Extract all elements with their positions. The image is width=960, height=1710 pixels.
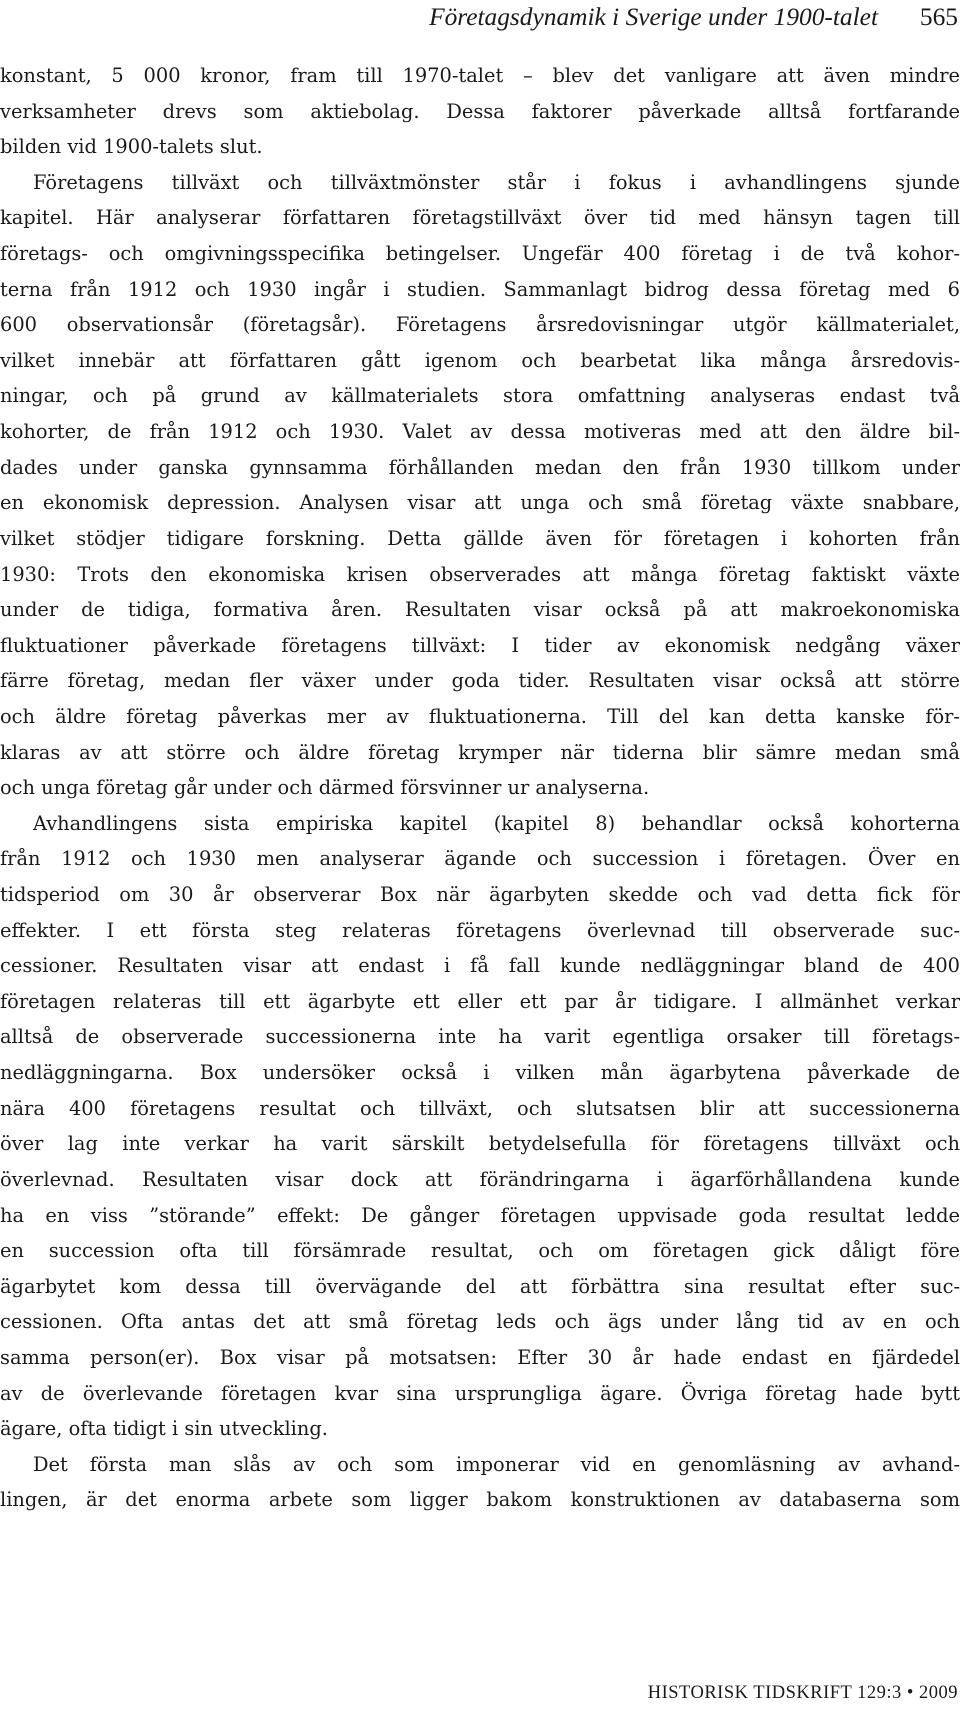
text-line: klaras av att större och äldre företag krymper när tiderna blir sämre medan små — [0, 740, 960, 764]
text-line: konstant, 5 000 kronor, fram till 1970-talet – blev det vanligare att även mindre — [0, 64, 960, 87]
text-line: och unga företag går under och därmed försvinner ur analyserna. — [0, 776, 650, 800]
text-line: fluktuationer påverkade företagens tillväxt: I tider av ekonomisk nedgång växer — [0, 633, 960, 657]
text-line: ägare, ofta tidigt i sin utveckling. — [0, 1417, 328, 1441]
text-line: cessioner. Resultaten visar att endast i få fall kunde nedläggningar bland de 400 — [0, 954, 960, 978]
text-line: vilket stödjer tidigare forskning. Detta gällde även för företagen i kohorten från — [0, 526, 960, 550]
text-line: Företagens tillväxt och tillväxtmönster står i fokus i avhandlingens sjunde — [33, 170, 960, 194]
text-line: nära 400 företagens resultat och tillväxt, och slutsatsen blir att successionerna — [0, 1096, 960, 1120]
text-line: tidsperiod om 30 år observerar Box när ägarbyten skedde och vad detta fick för — [0, 883, 960, 907]
text-line: effekter. I ett första steg relateras företagens överlevnad till observerade suc- — [0, 918, 960, 942]
text-line: Avhandlingens sista empiriska kapitel (kapitel 8) behandlar också kohorterna — [33, 811, 960, 835]
text-line: 1930: Trots den ekonomiska krisen observerades att många företag faktiskt växte — [0, 562, 960, 586]
text-line: 600 observationsår (företagsår). Företagens årsredovisningar utgör källmaterialet, — [0, 313, 960, 337]
text-line: bilden vid 1900-talets slut. — [0, 135, 263, 159]
text-line: företagen relateras till ett ägarbyte ett eller ett par år tidigare. I allmänhet verkar — [0, 989, 960, 1013]
text-line: verksamheter drevs som aktiebolag. Dessa faktorer påverkade alltså fortfarande — [0, 99, 960, 123]
text-line: över lag inte verkar ha varit särskilt betydelsefulla för företagens tillväxt och — [0, 1132, 960, 1156]
text-line: ägarbytet kom dessa till övervägande del att förbättra sina resultat efter suc- — [0, 1274, 960, 1298]
text-line: av de överlevande företagen kvar sina ursprungliga ägare. Övriga företag hade bytt — [0, 1381, 960, 1405]
text-line: och äldre företag påverkas mer av fluktuationerna. Till del kan detta kanske för- — [0, 704, 960, 728]
journal-footer: HISTORISK TIDSKRIFT 129:3 • 2009 — [647, 1683, 958, 1703]
text-line: från 1912 och 1930 men analyserar ägande och succession i företagen. Över en — [0, 847, 960, 871]
text-line: vilket innebär att författaren gått igenom och bearbetat lika många årsredovis- — [0, 348, 960, 372]
page-number: 565 — [919, 3, 958, 31]
text-line: dades under ganska gynnsamma förhållanden medan den från 1930 tillkom under — [0, 455, 960, 479]
text-line: en succession ofta till försämrade resultat, och om företagen gick dåligt före — [0, 1239, 960, 1263]
text-line: färre företag, medan fler växer under goda tider. Resultaten visar också att större — [0, 669, 960, 693]
text-line: Det första man slås av och som imponerar vid en genomläsning av avhand- — [33, 1452, 960, 1476]
text-line: nedläggningarna. Box undersöker också i vilken mån ägarbytena påverkade de — [0, 1061, 960, 1085]
text-line: företags- och omgivningsspecifika betingelser. Ungefär 400 företag i de två kohor- — [0, 242, 960, 266]
text-line: en ekonomisk depression. Analysen visar att unga och små företag växte snabbare, — [0, 491, 960, 515]
text-line: överlevnad. Resultaten visar dock att förändringarna i ägarförhållandena kunde — [0, 1167, 960, 1191]
text-line: under de tidiga, formativa åren. Resultaten visar också på att makroekonomiska — [0, 598, 960, 622]
running-title: Företagsdynamik i Sverige under 1900-talet — [429, 3, 878, 31]
text-line: terna från 1912 och 1930 ingår i studien. Sammanlagt bidrog dessa företag med 6 — [0, 277, 960, 301]
body-text — [0, 58, 960, 1518]
text-line: kapitel. Här analyserar författaren företagstillväxt över tid med hänsyn tagen till — [0, 206, 960, 230]
page-header — [0, 0, 960, 32]
text-line: ha en viss ”störande” effekt: De gånger företagen uppvisade goda resultat ledde — [0, 1203, 960, 1227]
text-line: samma person(er). Box visar på motsatsen: Efter 30 år hade endast en fjärdedel — [0, 1345, 960, 1369]
text-line: cessionen. Ofta antas det att små företag leds och ägs under lång tid av en och — [0, 1310, 960, 1334]
text-line: kohorter, de från 1912 och 1930. Valet av dessa motiveras med att den äldre bil- — [0, 420, 960, 444]
text-line: alltså de observerade successionerna inte ha varit egentliga orsaker till företags- — [0, 1025, 960, 1049]
text-line: ningar, och på grund av källmaterialets stora omfattning analyseras endast två — [0, 384, 960, 408]
text-line: lingen, är det enorma arbete som ligger bakom konstruktionen av databaserna som — [0, 1488, 960, 1512]
